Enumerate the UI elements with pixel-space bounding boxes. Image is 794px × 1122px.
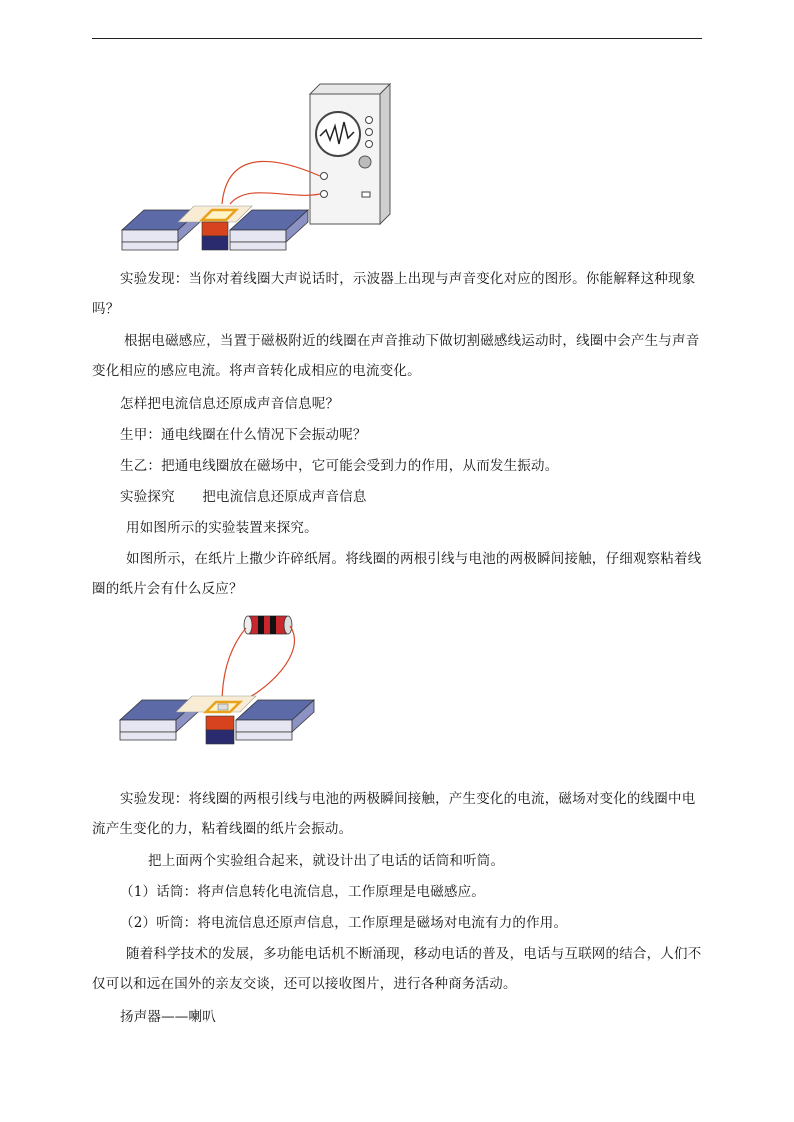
list-item-receiver: （2）听筒：将电流信息还原声信息，工作原理是磁场对电流有力的作用。 bbox=[120, 915, 568, 931]
list-item-microphone: （1）话筒：将声信息转化电流信息，工作原理是电磁感应。 bbox=[120, 884, 485, 900]
paragraph-1: 实验发现：当你对着线圈大声说话时，示波器上出现与声音变化对应的图形。你能解释这种现象吗？ bbox=[92, 271, 696, 317]
paragraph-2: 根据电磁感应，当置于磁极附近的线圈在声音推动下做切割磁感线运动时，线圈中会产生与声音变化相应的感应电流。将声音转化成相应的电流变化。 bbox=[92, 333, 700, 379]
battery-experiment-figure bbox=[118, 612, 320, 750]
paragraph-10: 把上面两个实验组合起来，就设计出了电话的话筒和听筒。 bbox=[148, 853, 505, 869]
paragraph-5: 生乙：把通电线圈放在磁场中，它可能会受到力的作用，从而发生振动。 bbox=[120, 458, 559, 474]
paragraph-7: 用如图所示的实验装置来探究。 bbox=[126, 520, 318, 536]
oscilloscope-experiment-figure bbox=[118, 82, 394, 258]
paragraph-4: 生甲：通电线圈在什么情况下会振动呢？ bbox=[120, 427, 367, 443]
speaker-heading: 扬声器——喇叭 bbox=[120, 1009, 216, 1025]
paragraph-13: 随着科学技术的发展，多功能电话机不断涌现，移动电话的普及，电话与互联网的结合，人们不仅可以和远在国外的亲友交谈，还可以接收图片，进行各种商务活动。 bbox=[92, 946, 702, 992]
paragraph-3: 怎样把电流信息还原成声音信息呢？ bbox=[120, 396, 340, 412]
section-heading: 实验探究 把电流信息还原成声音信息 bbox=[120, 489, 367, 505]
paragraph-8: 如图所示，在纸片上撒少许碎纸屑。将线圈的两根引线与电池的两极瞬间接触，仔细观察粘着线圈的纸片会有什么反应？ bbox=[92, 551, 702, 597]
header-rule bbox=[92, 38, 702, 39]
paragraph-9: 实验发现：将线圈的两根引线与电池的两极瞬间接触，产生变化的电流，磁场对变化的线圈中电流产生变化的力，粘着线圈的纸片会振动。 bbox=[92, 791, 696, 837]
